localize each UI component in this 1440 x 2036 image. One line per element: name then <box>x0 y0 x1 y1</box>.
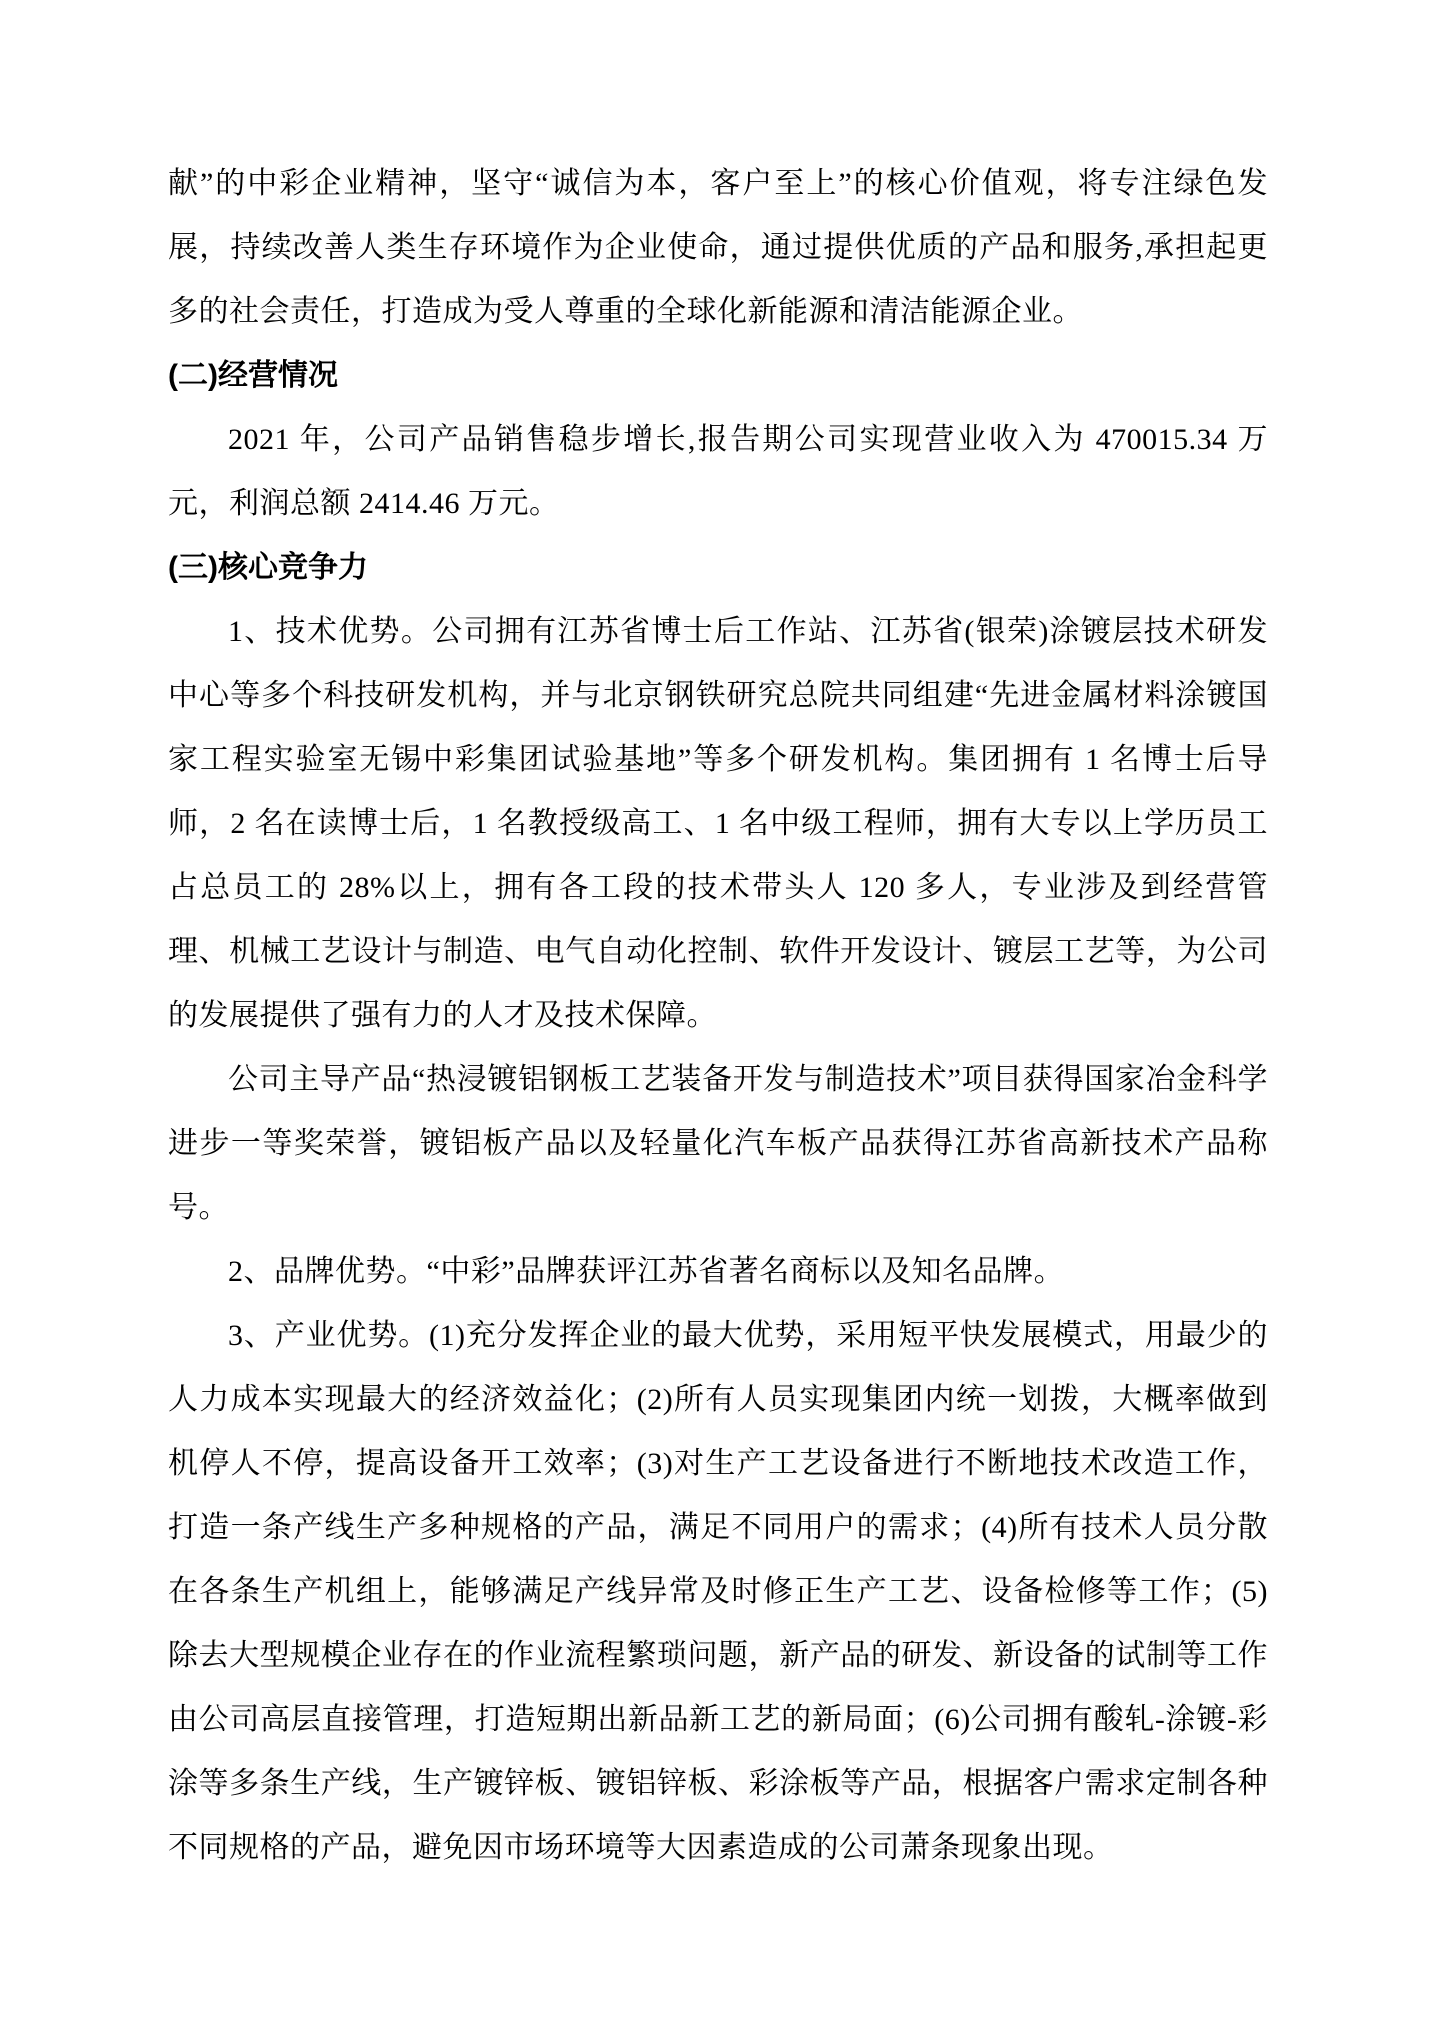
paragraph-technology-advantage: 1、技术优势。公司拥有江苏省博士后工作站、江苏省(银荣)涂镀层技术研发中心等多个科技研发机构，并与北京钢铁研究总院共同组建“先进金属材料涂镀国家工程实验室无锡中彩集团试验基地”等多个研发机构。集团拥有 1 名博士后导师，2 名在读博士后，1 名教授级高工、1 名中级工程师，拥有大专以上学历员工占总员工的 28%以上，拥有各工段的技术带头人 120 多人，专业涉及到经营管理、机械工艺设计与制造、电气自动化控制、软件开发设计、镀层工艺等，为公司的发展提供了强有力的人才及技术保障。 <box>168 615 1268 1032</box>
paragraph-industry-advantage: 3、产业优势。(1)充分发挥企业的最大优势，采用短平快发展模式，用最少的人力成本实现最大的经济效益化；(2)所有人员实现集团内统一划拨，大概率做到机停人不停，提高设备开工效率；(3)对生产工艺设备进行不断地技术改造工作，打造一条产线生产多种规格的产品，满足不同用户的需求；(4)所有技术人员分散在各条生产机组上，能够满足产线异常及时修正生产工艺、设备检修等工作；(5)除去大型规模企业存在的作业流程繁琐问题，新产品的研发、新设备的试制等工作由公司高层直接管理，打造短期出新品新工艺的新局面；(6)公司拥有酸轧-涂镀-彩涂等多条生产线，生产镀锌板、镀铝锌板、彩涂板等产品，根据客户需求定制各种不同规格的产品，避免因市场环境等大因素造成的公司萧条现象出现。 <box>168 1319 1268 1864</box>
paragraph-operating-results: 2021 年，公司产品销售稳步增长,报告期公司实现营业收入为 470015.34 万元，利润总额 2414.46 万元。 <box>168 423 1268 520</box>
heading-core-competitiveness: (三)核心竞争力 <box>168 551 368 584</box>
document-body <box>168 152 1268 1880</box>
paragraph-product-awards: 公司主导产品“热浸镀铝钢板工艺装备开发与制造技术”项目获得国家冶金科学进步一等奖荣誉，镀铝板产品以及轻量化汽车板产品获得江苏省高新技术产品称号。 <box>168 1063 1268 1224</box>
paragraph-company-spirit-continuation: 献”的中彩企业精神，坚守“诚信为本，客户至上”的核心价值观，将专注绿色发展，持续改善人类生存环境作为企业使命，通过提供优质的产品和服务,承担起更多的社会责任，打造成为受人尊重的全球化新能源和清洁能源企业。 <box>168 167 1268 328</box>
heading-operating-status: (二)经营情况 <box>168 359 338 392</box>
paragraph-brand-advantage: 2、品牌优势。“中彩”品牌获评江苏省著名商标以及知名品牌。 <box>228 1255 1065 1288</box>
